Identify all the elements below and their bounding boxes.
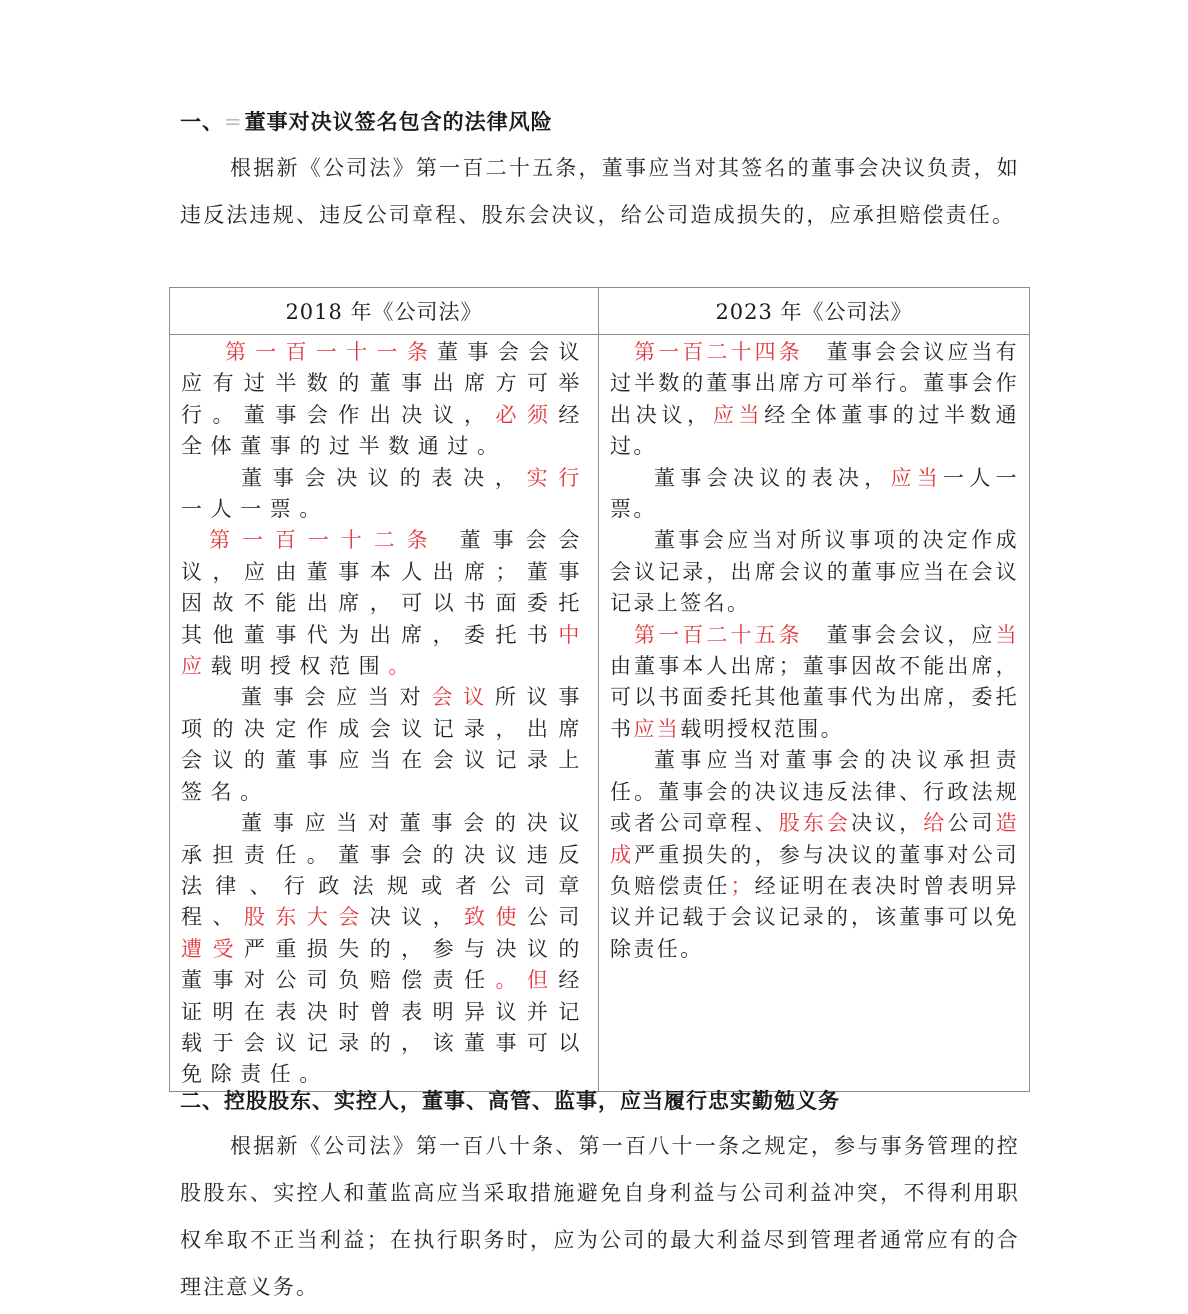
highlight-change: 股东会 [778,811,851,836]
text-segment: 经证明在表决时曾表明异议并记载于会议记录的，该董事可以免除责任。 [181,968,589,1087]
law-2023-paragraph-4 [610,620,1019,746]
table-row [170,335,1030,1092]
article-124-label: 第一百二十四条 [634,340,803,364]
highlight-change: 。 [388,654,418,679]
article-125-label: 第一百二十五条 [634,622,803,647]
article-111-label: 第一百一十一条 [225,340,438,364]
text-segment: 董事会应当对 [241,685,432,710]
text-segment: 董事应当对董事会的决议承担责任。董事会的决议违反法律、行政法规或者公司章程、 [610,748,1019,836]
text-segment: 决议， [850,811,924,836]
table-header-row [170,288,1030,335]
text-segment: 一人一票。 [181,497,329,522]
highlight-change: 必须 [495,402,559,427]
text-segment: 严重损失的，参与决议的董事对公司负赔偿责任 [181,936,588,993]
highlight-change: 应当 [890,465,944,490]
text-segment: 董事会决议的表决， [654,465,891,490]
highlight-change: 应当 [633,716,681,741]
stray-mark: = [224,110,243,134]
text-segment: 所议事项的决定作成会议记录，出席会议的董事应当在会议记录上签名。 [181,685,588,804]
text-segment: 董事会会议应有过半数的董事出席方可举行。董事会作出决议， [181,340,589,427]
header-2018-law: 2018 年《公司法》 [170,288,599,335]
article-112-label: 第一百一十二条 [209,528,440,553]
text-segment: 董事会会议应当有过半数的董事出席方可举行。董事会作出决议， [610,340,1019,427]
text-segment: 董事会决议的表决， [241,465,527,490]
header-2023-law: 2023 年《公司法》 [599,288,1030,335]
highlight-change: 实行 [526,465,588,490]
highlight-change: 造成 [610,811,1019,867]
text-segment: 董事会会议，应 [826,622,996,647]
text-segment: 公司 [526,905,589,930]
law-comparison-table [169,287,1030,1092]
highlight-change: 致使 [464,905,527,930]
law-2023-paragraph-5 [610,745,1019,965]
highlight-change: 。但 [495,968,559,993]
law-2018-paragraph-5 [181,808,588,1091]
section-1-paragraph: 根据新《公司法》第一百二十五条，董事应当对其签名的董事会决议负责，如违反法违规、违反公司章程、股东会决议，给公司造成损失的，应承担赔偿责任。 [180,156,1020,227]
text-segment: 严重损失的，参与决议的董事对公司负赔偿责任 [610,842,1019,898]
text-segment: 一人一票。 [610,465,1019,522]
highlight-change: 应当 [712,402,765,427]
highlight-change: 当 [995,622,1019,647]
text-segment: 董事应当对董事会的决议承担责任。董事会的决议违反法律、行政法规或者公司章程、 [181,811,588,930]
text-segment: 载明授权范围。 [680,716,845,741]
law-2018-paragraph-1 [181,337,588,463]
law-2018-paragraph-4 [181,682,588,808]
section-2-heading: 二、控股股东、实控人，董事、高管、监事，应当履行忠实勤勉义务 [180,1088,840,1113]
section-2-paragraph: 根据新《公司法》第一百八十条、第一百八十一条之规定，参与事务管理的控股股东、实控人和董监高应当采取措施避免自身利益与公司利益冲突，不得利用职权牟取不正当利益；在执行职务时，应为公司的最大利益尽到管理者通常应有的合理注意义务。 [180,1134,1020,1299]
law-2018-cell [170,335,599,1092]
section-1-title: 董事对决议签名包含的法律风险 [244,109,553,134]
text-segment: 载明授权范围 [210,654,389,679]
law-2018-paragraph-2 [181,463,588,526]
text-segment: 董事会会议，应由董事本人出席；董事因故不能出席，可以书面委托其他董事代为出席，委托书 [181,528,588,647]
text-segment: 经全体董事的过半数通过。 [181,402,589,459]
highlight-change: 给 [923,811,948,836]
law-2023-paragraph-1 [610,337,1019,463]
text-segment: 决议， [369,905,465,930]
law-2023-paragraph-2 [610,463,1019,526]
text-segment: 经证明在表决时曾表明异议并记载于会议记录的，该董事可以免除责任。 [610,873,1019,961]
highlight-change: 股东大会 [243,905,370,930]
law-2018-paragraph-3 [181,525,588,682]
text-segment: 公司 [947,811,996,836]
highlight-change: ； [730,873,754,898]
text-segment: 董事会应当对所议事项的决定作成会议记录，出席会议的董事应当在会议记录上签名。 [610,528,1019,616]
section-1-heading [180,106,553,136]
law-2023-paragraph-3 [610,525,1019,619]
highlight-change: 中应 [181,622,588,679]
text-segment: 由董事本人出席；董事因故不能出席，可以书面委托其他董事代为出席，委托书 [610,654,1019,741]
text-segment: 经全体董事的过半数通过。 [610,402,1019,459]
law-2023-cell [599,335,1030,1092]
section-1-number: 一、 [180,109,224,134]
highlight-change: 遭受 [181,936,244,961]
highlight-change: 会议 [431,685,495,710]
